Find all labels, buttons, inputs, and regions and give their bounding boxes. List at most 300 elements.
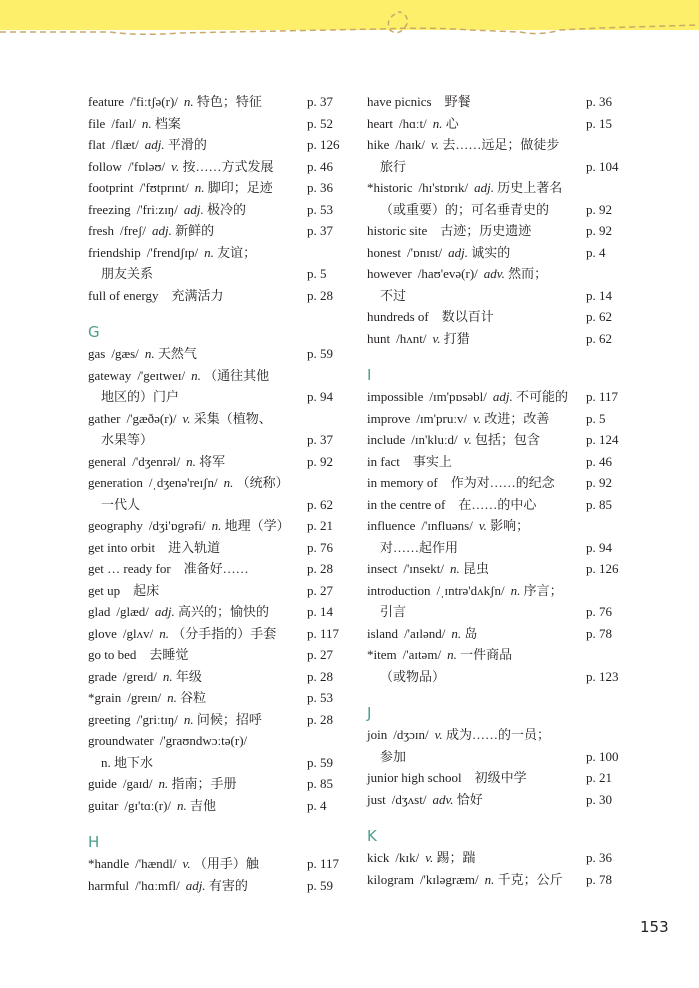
entry-page-ref: p. 14 xyxy=(307,604,333,619)
entry-page-ref: p. 36 xyxy=(307,180,333,195)
entry-word: go to bed xyxy=(88,647,137,662)
entry-phonetic: /gɪ'tɑː(r)/ xyxy=(124,797,172,813)
entry-word: hike xyxy=(367,137,390,152)
entry-phonetic: /glæd/ xyxy=(116,604,149,619)
entry-page-ref: p. 5 xyxy=(586,410,606,426)
entry-definition: 脚印；足迹 xyxy=(207,180,273,195)
entry-page-ref: p. 94 xyxy=(307,389,333,404)
entry-phonetic: /dʒʌst/ xyxy=(391,791,427,807)
entry-page-ref: p. 78 xyxy=(586,625,612,641)
entry-page-ref: p. 92 xyxy=(586,201,612,217)
entry-part-of-speech: n. xyxy=(183,711,194,727)
glossary-entry xyxy=(88,220,358,242)
glossary-entry xyxy=(367,386,637,408)
glossary-entry-continuation xyxy=(367,601,637,623)
header-band xyxy=(0,0,699,30)
entry-page-ref: p. 62 xyxy=(586,330,612,346)
entry-definition: 高兴的；愉快的 xyxy=(178,604,270,619)
entry-word: just xyxy=(367,791,386,807)
entry-definition: 指南；手册 xyxy=(171,776,237,791)
entry-word: hundreds of xyxy=(367,309,429,324)
entry-word: harmful xyxy=(88,877,130,893)
entry-definition-continued: 一代人 xyxy=(101,496,141,512)
entry-word: in fact xyxy=(367,453,400,469)
entry-word: feature xyxy=(88,94,125,109)
entry-part-of-speech: v. xyxy=(431,137,440,152)
entry-word: honest xyxy=(367,244,401,260)
glossary-entry xyxy=(88,853,358,875)
glossary-entry xyxy=(367,623,637,645)
glossary-entry xyxy=(367,451,637,473)
entry-definition: 起床 xyxy=(133,582,160,598)
entry-phonetic: /freʃ/ xyxy=(120,223,146,238)
entry-word: *handle xyxy=(88,856,130,871)
entry-page-ref: p. 59 xyxy=(307,877,333,893)
entry-part-of-speech: v. xyxy=(182,410,191,426)
entry-word: in the centre of xyxy=(367,496,446,512)
entry-page-ref: p. 37 xyxy=(307,223,333,238)
entry-phonetic: /gaɪd/ xyxy=(122,776,153,791)
glossary-entry-continuation xyxy=(367,285,637,307)
entry-page-ref: p. 37 xyxy=(307,432,333,447)
entry-word: glad xyxy=(88,604,111,619)
entry-part-of-speech: n. xyxy=(194,180,205,195)
entry-definition: 谷粒 xyxy=(180,690,207,705)
entry-part-of-speech: n. xyxy=(167,690,177,705)
entry-word: include xyxy=(367,432,406,447)
entry-definition: 将军 xyxy=(199,453,226,469)
entry-definition: 心 xyxy=(445,115,459,131)
entry-word: improve xyxy=(367,410,411,426)
entry-part-of-speech: n. xyxy=(432,115,443,131)
entry-word: in memory of xyxy=(367,475,438,490)
glossary-entry xyxy=(367,429,637,451)
entry-word: heart xyxy=(367,115,393,131)
entry-phonetic: /'fʊtprɪnt/ xyxy=(139,180,189,195)
entry-part-of-speech: adj. xyxy=(474,180,494,195)
entry-definition: 采集（植物、 xyxy=(193,410,272,426)
section-letter-heading: G xyxy=(88,323,100,341)
entry-word: footprint xyxy=(88,180,134,195)
entry-word: geography xyxy=(88,518,143,533)
entry-phonetic: /ɪm'pɒsəbl/ xyxy=(429,389,487,404)
entry-word: gas xyxy=(88,346,106,361)
section-letter-heading: I xyxy=(367,366,372,384)
dashed-border-decoration xyxy=(0,0,699,40)
entry-part-of-speech: n. xyxy=(186,453,196,469)
entry-word: island xyxy=(367,625,399,641)
entry-part-of-speech: n. xyxy=(177,797,187,813)
entry-definition: 打猎 xyxy=(443,330,470,346)
glossary-entry xyxy=(88,875,358,897)
entry-definition: 一件商品 xyxy=(460,647,513,662)
entry-definition-continued: 参加 xyxy=(380,748,407,764)
entry-page-ref: p. 94 xyxy=(586,539,612,555)
entry-definition-continued: 旅行 xyxy=(380,158,407,174)
entry-phonetic: /'ɪnsekt/ xyxy=(403,561,444,576)
entry-definition: 野餐 xyxy=(444,94,471,109)
entry-page-ref: p. 92 xyxy=(586,475,612,490)
entry-part-of-speech: n. xyxy=(191,367,201,383)
glossary-entry xyxy=(88,472,358,494)
section-letter-heading: K xyxy=(367,827,377,845)
glossary-entry xyxy=(367,177,637,199)
entry-page-ref: p. 62 xyxy=(307,496,333,512)
entry-page-ref: p. 15 xyxy=(586,115,612,131)
entry-word: introduction xyxy=(367,582,431,598)
entry-page-ref: p. 14 xyxy=(586,287,612,303)
entry-word: kick xyxy=(367,850,390,865)
entry-page-ref: p. 46 xyxy=(586,453,612,469)
entry-page-ref: p. 37 xyxy=(307,94,333,109)
entry-phonetic: /'aɪlənd/ xyxy=(404,625,446,641)
entry-part-of-speech: v. xyxy=(434,727,443,742)
entry-page-ref: p. 100 xyxy=(586,748,619,764)
glossary-entry-continuation xyxy=(88,429,358,451)
glossary-entry xyxy=(367,515,637,537)
entry-word: freezing xyxy=(88,201,131,217)
glossary-entry xyxy=(367,580,637,602)
entry-part-of-speech: n. xyxy=(451,625,462,641)
entry-word: friendship xyxy=(88,244,141,260)
entry-word: gather xyxy=(88,410,121,426)
glossary-entry-continuation xyxy=(367,746,637,768)
entry-page-ref: p. 28 xyxy=(307,287,333,303)
entry-word: generation xyxy=(88,475,143,490)
entry-definition: 昆虫 xyxy=(462,561,489,576)
entry-definition-continued: 不过 xyxy=(380,287,407,303)
glossary-entry xyxy=(88,795,358,817)
entry-word: get up xyxy=(88,582,121,598)
glossary-entry xyxy=(88,451,358,473)
entry-page-ref: p. 28 xyxy=(307,561,333,576)
glossary-entry-continuation xyxy=(88,386,358,408)
glossary-entry xyxy=(367,789,637,811)
glossary-entry xyxy=(88,408,358,430)
entry-definition: 千克；公斤 xyxy=(497,871,563,887)
entry-phonetic: /ɪn'kluːd/ xyxy=(411,432,458,447)
glossary-entry xyxy=(88,199,358,221)
entry-page-ref: p. 27 xyxy=(307,582,333,598)
glossary-entry xyxy=(88,644,358,666)
entry-word: greeting xyxy=(88,711,131,727)
entry-page-ref: p. 46 xyxy=(307,158,333,174)
glossary-entry xyxy=(367,472,637,494)
entry-phonetic: /hʌnt/ xyxy=(396,330,427,346)
entry-definition: 包括；包含 xyxy=(474,432,540,447)
entry-word: get … ready for xyxy=(88,561,171,576)
glossary-entry xyxy=(367,242,637,264)
entry-word: fresh xyxy=(88,223,114,238)
entry-page-ref: p. 85 xyxy=(307,776,333,791)
entry-phonetic: /'kɪləgræm/ xyxy=(419,871,479,887)
entry-page-ref: p. 53 xyxy=(307,690,333,705)
entry-page-ref: p. 28 xyxy=(307,711,333,727)
entry-phonetic: /kɪk/ xyxy=(395,850,420,865)
entry-definition: 按……方式发展 xyxy=(182,158,274,174)
entry-definition-continued: 引言 xyxy=(380,604,407,619)
entry-phonetic: /dʒɔɪn/ xyxy=(393,727,429,742)
glossary-entry xyxy=(88,687,358,709)
glossary-entry xyxy=(88,537,358,559)
entry-word: influence xyxy=(367,518,416,533)
entry-phonetic: /'graʊndwɔːtə(r)/ xyxy=(159,733,248,748)
glossary-entry-continuation xyxy=(88,263,358,285)
entry-definition: 年级 xyxy=(175,668,202,684)
entry-word: glove xyxy=(88,625,117,641)
entry-part-of-speech: n. xyxy=(159,625,169,641)
entry-word: general xyxy=(88,453,127,469)
glossary-entry xyxy=(88,580,358,602)
entry-definition: 踢；踹 xyxy=(436,850,476,865)
entry-phonetic: /greɪn/ xyxy=(127,690,162,705)
entry-phonetic: /'frendʃɪp/ xyxy=(146,244,199,260)
glossary-entry-continuation xyxy=(88,494,358,516)
entry-phonetic: /dʒi'ɒgrəfi/ xyxy=(148,518,206,533)
entry-definition: 地理（学） xyxy=(224,518,290,533)
entry-part-of-speech: n. xyxy=(162,668,173,684)
entry-phonetic: /'fɒləʊ/ xyxy=(127,158,166,174)
entry-page-ref: p. 21 xyxy=(586,770,612,785)
entry-definition: 事实上 xyxy=(412,453,452,469)
glossary-entry xyxy=(88,709,358,731)
entry-part-of-speech: v. xyxy=(432,330,441,346)
entry-word: junior high school xyxy=(367,770,462,785)
entry-part-of-speech: v. xyxy=(182,856,191,871)
glossary-entry xyxy=(367,767,637,789)
entry-definition-continued: 地区的）门户 xyxy=(101,389,180,404)
entry-definition: 影响； xyxy=(490,518,530,533)
glossary-entry-continuation xyxy=(367,199,637,221)
entry-phonetic: /'aɪtəm/ xyxy=(402,647,442,662)
glossary-entry xyxy=(88,156,358,178)
glossary-entry xyxy=(88,285,358,307)
entry-phonetic: /haʊ'evə(r)/ xyxy=(417,266,478,281)
glossary-entry xyxy=(88,601,358,623)
entry-definition-continued: 水果等） xyxy=(101,432,154,447)
entry-page-ref: p. 117 xyxy=(307,856,340,871)
glossary-entry xyxy=(367,408,637,430)
entry-part-of-speech: v. xyxy=(473,410,482,426)
entry-part-of-speech: n. xyxy=(484,871,495,887)
entry-part-of-speech: v. xyxy=(463,432,472,447)
glossary-entry xyxy=(367,306,637,328)
glossary-entry xyxy=(88,113,358,135)
glossary-entry xyxy=(367,263,637,285)
entry-word: kilogram xyxy=(367,871,414,887)
entry-page-ref: p. 104 xyxy=(586,158,619,174)
glossary-entry xyxy=(367,869,637,891)
entry-part-of-speech: adj. xyxy=(154,604,175,619)
entry-definition: 数以百计 xyxy=(441,309,494,324)
entry-phonetic: /'geɪtweɪ/ xyxy=(137,367,186,383)
entry-definition: 充满活力 xyxy=(171,287,224,303)
entry-definition: （分手指的）手套 xyxy=(172,625,277,641)
glossary-entry xyxy=(367,494,637,516)
glossary-entry xyxy=(367,724,637,746)
entry-phonetic: /'griːtɪŋ/ xyxy=(136,711,178,727)
entry-phonetic: /'friːzɪŋ/ xyxy=(136,201,178,217)
entry-part-of-speech: v. xyxy=(425,850,434,865)
entry-phonetic: /'gæðə(r)/ xyxy=(126,410,177,426)
glossary-entry-continuation xyxy=(367,537,637,559)
entry-phonetic: /faɪl/ xyxy=(111,115,136,131)
entry-phonetic: /glʌv/ xyxy=(122,625,154,641)
entry-word: historic site xyxy=(367,223,428,238)
entry-definition: 历史上著名 xyxy=(497,180,563,195)
entry-page-ref: p. 21 xyxy=(307,518,333,533)
entry-word: file xyxy=(88,115,106,131)
glossary-entry xyxy=(367,91,637,113)
glossary-column-right xyxy=(367,91,637,890)
glossary-entry xyxy=(88,177,358,199)
entry-definition: 去……远足；做徒步 xyxy=(442,137,560,152)
entry-part-of-speech: adj. xyxy=(185,877,206,893)
entry-definition: 然而； xyxy=(508,266,548,281)
entry-phonetic: /'fiːtʃə(r)/ xyxy=(130,94,178,109)
entry-definition: 去睡觉 xyxy=(149,647,189,662)
entry-word: full of energy xyxy=(88,287,159,303)
glossary-entry xyxy=(88,515,358,537)
glossary-entry xyxy=(367,644,637,666)
entry-page-ref: p. 126 xyxy=(586,561,619,576)
entry-phonetic: /ˌdʒenə'reɪʃn/ xyxy=(148,475,218,490)
entry-page-ref: p. 78 xyxy=(586,871,612,887)
entry-phonetic: /hɪ'stɒrɪk/ xyxy=(418,180,469,195)
entry-part-of-speech: n. xyxy=(158,776,169,791)
entry-part-of-speech: n. xyxy=(144,346,155,361)
entry-part-of-speech: n. xyxy=(204,244,214,260)
entry-part-of-speech: adj. xyxy=(492,389,513,404)
entry-phonetic: /ɪm'pruːv/ xyxy=(416,410,468,426)
entry-page-ref: p. 59 xyxy=(307,346,333,361)
entry-definition-continued: n. 地下水 xyxy=(101,754,154,770)
entry-part-of-speech: n. xyxy=(447,647,457,662)
entry-page-ref: p. 92 xyxy=(307,453,333,469)
entry-part-of-speech: n. xyxy=(223,475,234,490)
entry-page-ref: p. 117 xyxy=(307,625,340,641)
entry-definition: 问候；招呼 xyxy=(196,711,262,727)
entry-definition: 作为对……的纪念 xyxy=(450,475,555,490)
entry-definition: 诚实的 xyxy=(471,244,511,260)
entry-part-of-speech: adj. xyxy=(144,137,165,152)
entry-phonetic: /gæs/ xyxy=(111,346,139,361)
entry-word: grade xyxy=(88,668,117,684)
glossary-entry xyxy=(367,558,637,580)
entry-word: guide xyxy=(88,776,117,791)
entry-word: guitar xyxy=(88,797,119,813)
entry-definition: （用手）触 xyxy=(193,856,259,871)
entry-phonetic: /ˌɪntrə'dʌkʃn/ xyxy=(436,582,505,598)
entry-definition: 天然气 xyxy=(157,346,197,361)
entry-page-ref: p. 92 xyxy=(586,223,612,238)
entry-part-of-speech: n. xyxy=(211,518,222,533)
entry-word: have picnics xyxy=(367,94,432,109)
glossary-entry xyxy=(88,343,358,365)
entry-definition: 友谊； xyxy=(217,244,257,260)
page-number: 153 xyxy=(640,918,669,936)
entry-page-ref: p. 36 xyxy=(586,94,612,109)
entry-definition: 恰好 xyxy=(456,791,483,807)
entry-word: groundwater xyxy=(88,733,154,748)
entry-page-ref: p. 117 xyxy=(586,389,619,404)
entry-word: impossible xyxy=(367,389,424,404)
entry-definition-continued: （或重要）的；可名垂青史的 xyxy=(380,201,550,217)
entry-definition: （统称） xyxy=(236,475,289,490)
entry-word: follow xyxy=(88,158,122,174)
entry-word: *item xyxy=(367,647,397,662)
entry-word: flat xyxy=(88,137,106,152)
entry-definition: 准备好…… xyxy=(183,561,249,576)
entry-word: insect xyxy=(367,561,398,576)
entry-page-ref: p. 59 xyxy=(307,754,333,770)
entry-definition: 古迹；历史遗迹 xyxy=(440,223,532,238)
glossary-entry xyxy=(88,666,358,688)
entry-phonetic: /haɪk/ xyxy=(395,137,425,152)
entry-phonetic: /'ɒnɪst/ xyxy=(406,244,443,260)
glossary-entry xyxy=(88,91,358,113)
glossary-entry-continuation xyxy=(88,752,358,774)
entry-part-of-speech: adv. xyxy=(483,266,505,281)
glossary-entry xyxy=(88,730,358,752)
section-letter-heading: H xyxy=(88,833,100,851)
glossary-entry xyxy=(88,134,358,156)
entry-definition: （通往其他 xyxy=(204,367,270,383)
entry-phonetic: /hɑːt/ xyxy=(398,115,427,131)
entry-definition-continued: （或物品） xyxy=(380,668,446,684)
entry-phonetic: /greɪd/ xyxy=(122,668,157,684)
entry-definition: 序言； xyxy=(523,582,563,598)
entry-definition: 有害的 xyxy=(208,877,248,893)
entry-definition: 进入轨道 xyxy=(168,539,221,555)
entry-phonetic: /flæt/ xyxy=(111,137,139,152)
entry-page-ref: p. 4 xyxy=(307,797,327,813)
section-letter-heading: J xyxy=(367,704,372,722)
glossary-entry xyxy=(367,113,637,135)
entry-part-of-speech: adj. xyxy=(151,223,172,238)
glossary-entry xyxy=(367,847,637,869)
entry-part-of-speech: v. xyxy=(478,518,487,533)
glossary-column-left xyxy=(88,91,358,896)
entry-definition-continued: 朋友关系 xyxy=(101,266,154,281)
entry-page-ref: p. 52 xyxy=(307,115,333,131)
entry-definition: 不可能的 xyxy=(516,389,569,404)
entry-phonetic: /'hændl/ xyxy=(135,856,177,871)
glossary-entry xyxy=(88,623,358,645)
entry-part-of-speech: v. xyxy=(171,158,180,174)
glossary-entry xyxy=(88,242,358,264)
glossary-entry xyxy=(88,773,358,795)
glossary-entry xyxy=(367,220,637,242)
entry-page-ref: p. 30 xyxy=(586,791,612,807)
entry-part-of-speech: adv. xyxy=(432,791,454,807)
entry-word: gateway xyxy=(88,367,132,383)
entry-word: get into orbit xyxy=(88,539,156,555)
entry-part-of-speech: adj. xyxy=(448,244,468,260)
glossary-entry-continuation xyxy=(367,666,637,688)
entry-definition: 档案 xyxy=(154,115,181,131)
glossary-entry xyxy=(88,365,358,387)
glossary-entry-continuation xyxy=(367,156,637,178)
entry-page-ref: p. 27 xyxy=(307,647,333,662)
entry-page-ref: p. 76 xyxy=(307,539,333,555)
entry-definition: 初级中学 xyxy=(474,770,527,785)
entry-definition: 改进；改善 xyxy=(484,410,550,426)
entry-page-ref: p. 28 xyxy=(307,668,333,684)
entry-page-ref: p. 76 xyxy=(586,604,612,619)
entry-definition: 成为……的一员； xyxy=(445,727,550,742)
entry-part-of-speech: n. xyxy=(449,561,460,576)
